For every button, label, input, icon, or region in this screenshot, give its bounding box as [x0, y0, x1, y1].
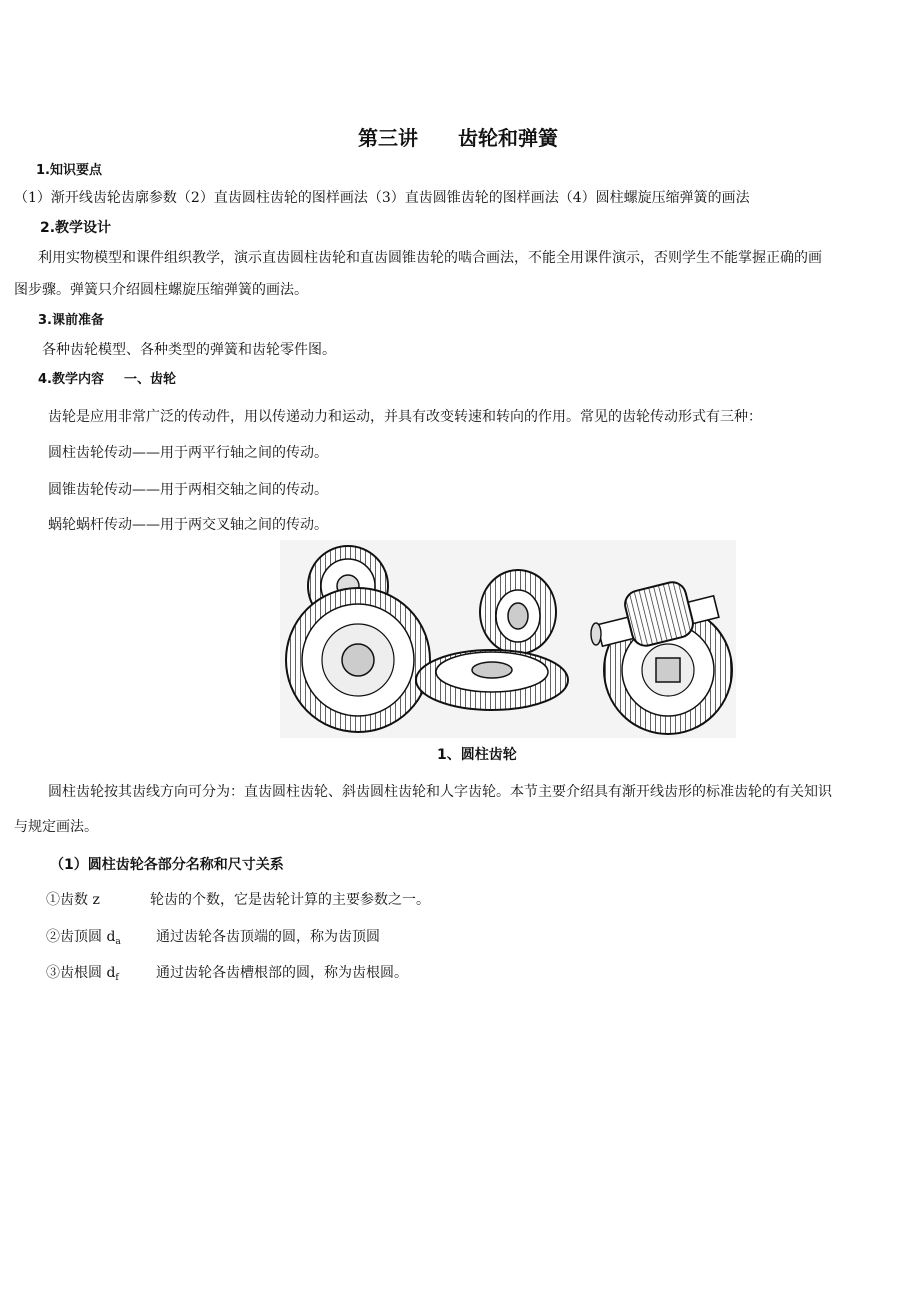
term-description: 通过齿轮各齿槽根部的圆，称为齿根圆。: [156, 965, 408, 981]
term-name: ②齿顶圆 d: [46, 929, 116, 945]
title-topic: 齿轮和弹簧: [458, 126, 558, 150]
preparation-text: 各种齿轮模型、各种类型的弹簧和齿轮零件图。: [42, 342, 336, 358]
heading-teaching-content: [38, 371, 176, 389]
term-subscript: a: [115, 937, 121, 947]
heading-key-points: 1.知识要点: [36, 163, 102, 178]
term-tooth-count: [46, 891, 100, 909]
gear-types-figure: [280, 540, 736, 738]
transmission-item: 圆柱齿轮传动——用于两平行轴之间的传动。: [48, 445, 328, 461]
heading-teaching-design: 2.教学设计: [40, 220, 112, 236]
cylindrical-gear-para-line1: 圆柱齿轮按其齿线方向可分为：直齿圆柱齿轮、斜齿圆柱齿轮和人字齿轮。本节主要介绍具有渐开线齿形的标准齿轮的有关知识: [48, 784, 832, 800]
key-points-text: （1）渐开线齿轮齿廓参数（2）直齿圆柱齿轮的图样画法（3）直齿圆锥齿轮的图样画法（4）圆柱螺旋压缩弹簧的画法: [14, 190, 750, 206]
term-subscript: f: [115, 973, 119, 983]
transmission-item: 圆锥齿轮传动——用于两相交轴之间的传动。: [48, 482, 328, 498]
teaching-design-line2: 图步骤。弹簧只介绍圆柱螺旋压缩弹簧的画法。: [14, 282, 308, 298]
transmission-item: 蜗轮蜗杆传动——用于两交叉轴之间的传动。: [48, 517, 328, 533]
gear-intro: 齿轮是应用非常广泛的传动件，用以传递动力和运动，并具有改变转速和转向的作用。常见的齿轮传动形式有三种：: [48, 409, 762, 425]
term-description: 轮齿的个数，它是齿轮计算的主要参数之一。: [150, 892, 430, 908]
term-name: ①齿数 z: [46, 892, 100, 908]
term-root-circle: [46, 964, 119, 987]
page-title: [358, 125, 558, 151]
teaching-content-label: 4.教学内容: [38, 372, 104, 387]
term-description: 通过齿轮各齿顶端的圆，称为齿顶圆: [156, 929, 380, 945]
title-lecture: 第三讲: [358, 126, 418, 150]
gear-parts-subheading: （1）圆柱齿轮各部分名称和尺寸关系: [50, 857, 284, 873]
teaching-design-line1: 利用实物模型和课件组织教学，演示直齿圆柱齿轮和直齿圆锥齿轮的啮合画法，不能全用课件演示，否则学生不能掌握正确的画: [38, 250, 822, 266]
heading-preparation: 3.课前准备: [38, 313, 104, 328]
gear-subheading: 一、齿轮: [123, 372, 176, 387]
term-name: ③齿根圆 d: [46, 965, 116, 981]
cylindrical-gear-heading: 1、圆柱齿轮: [437, 747, 517, 763]
term-tip-circle: [46, 928, 121, 951]
cylindrical-gear-para-line2: 与规定画法。: [14, 819, 98, 835]
